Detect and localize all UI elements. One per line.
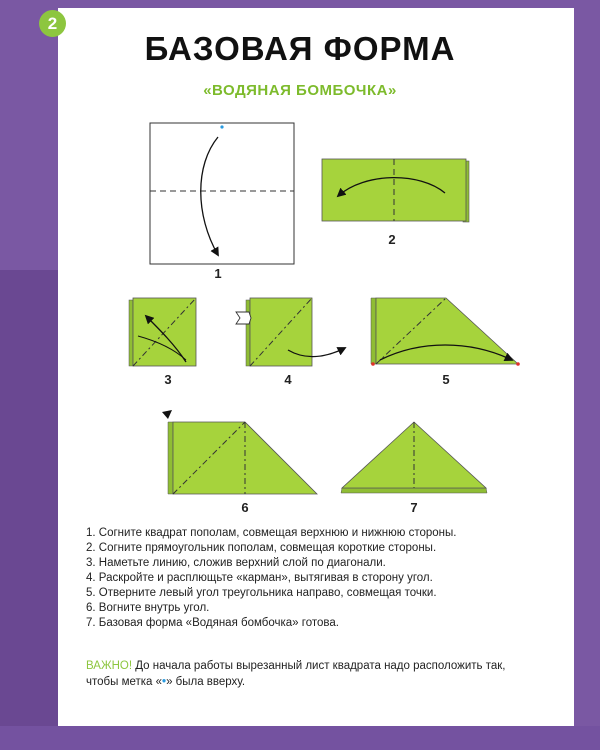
step-5-triangle-diagram xyxy=(371,298,520,366)
important-note xyxy=(86,658,526,690)
instruction-item: 2. Согните прямоугольник пополам, совмещая короткие стороны. xyxy=(86,542,437,554)
step-number-7: 7 xyxy=(410,500,418,515)
instruction-item: 7. Базовая форма «Водяная бомбочка» готова. xyxy=(86,617,339,629)
pocket-arrow-icon xyxy=(236,312,251,324)
top-mark-dot xyxy=(220,125,223,128)
step-2-rectangle-diagram xyxy=(322,159,469,222)
step-4-square-diagram xyxy=(236,298,345,366)
instructions-list xyxy=(86,526,506,631)
instruction-item: 3. Наметьте линию, сложив верхний слой по диагонали. xyxy=(86,557,386,569)
instruction-item: 4. Раскройте и расплющьте «карман», вытягивая в сторону угол. xyxy=(86,572,433,584)
step-number-4: 4 xyxy=(284,372,292,387)
step-3-square-diagram xyxy=(129,298,196,366)
instruction-item: 5. Отверните левый угол треугольника направо, совмещая точки. xyxy=(86,587,437,599)
corner-point xyxy=(371,362,375,366)
important-label: ВАЖНО! xyxy=(86,660,133,672)
page-subtitle: «ВОДЯНАЯ БОМБОЧКА» xyxy=(203,82,397,99)
push-arrow-icon xyxy=(162,410,172,419)
step-7-triangle-diagram xyxy=(341,422,487,493)
note-text-start: До начала работы вырезанный лист квадрата надо расположить так, чтобы метка « xyxy=(86,660,506,688)
step-number-3: 3 xyxy=(164,372,172,387)
step-number-6: 6 xyxy=(241,500,249,515)
corner-point xyxy=(516,362,520,366)
page-title: БАЗОВАЯ ФОРМА xyxy=(144,30,456,67)
page-number-badge: 2 xyxy=(39,10,66,37)
instruction-item: 1. Согните квадрат пополам, совмещая верхнюю и нижнюю стороны. xyxy=(86,527,457,539)
note-text-end: » была вверху. xyxy=(166,676,246,688)
instruction-item: 6. Вогните внутрь угол. xyxy=(86,602,210,614)
step-number-5: 5 xyxy=(442,372,450,387)
step-1-square-diagram xyxy=(150,123,294,264)
step-number-1: 1 xyxy=(214,266,222,281)
mark-dot-icon: • xyxy=(162,676,167,688)
step-number-2: 2 xyxy=(388,232,396,247)
step-6-triangle-diagram xyxy=(162,410,317,494)
